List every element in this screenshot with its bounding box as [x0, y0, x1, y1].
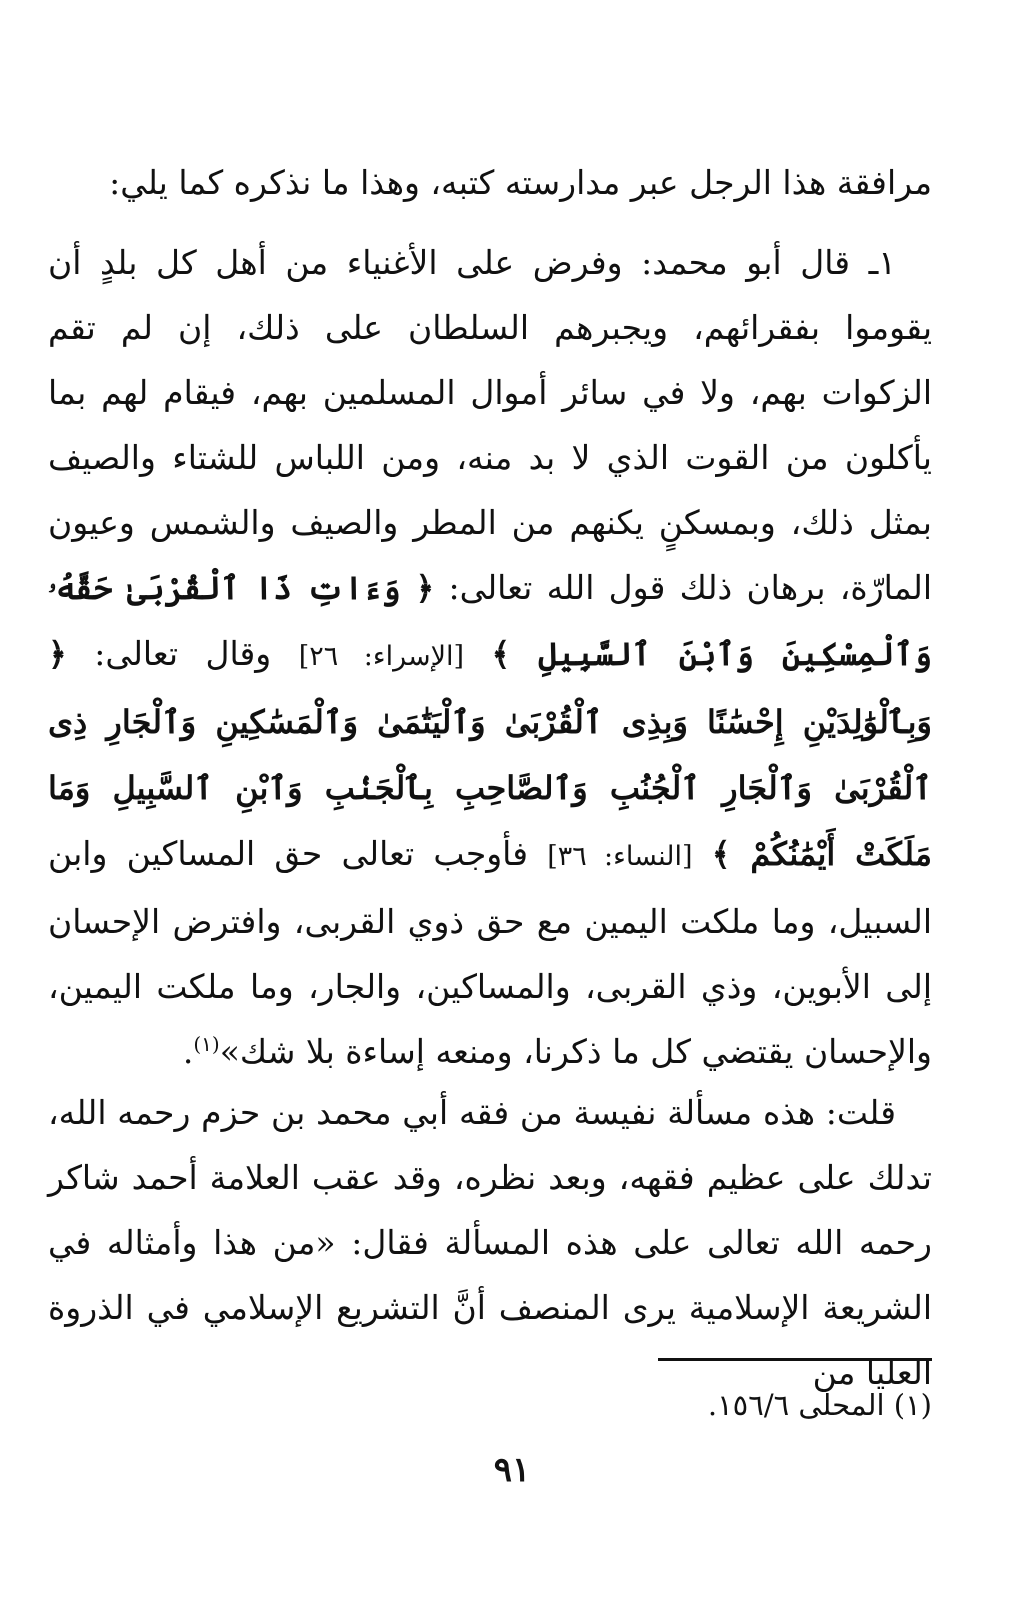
- quoted-passage: [48, 230, 932, 1084]
- footnote-marker: (١): [193, 1032, 220, 1056]
- passage-connector: وقال تعالى:: [94, 634, 272, 673]
- commentary-block: [48, 1080, 932, 1405]
- passage-lead: ١ـ قال أبو محمد: وفرض على الأغنياء من أهل كل بلدٍ أن يقوموا بفقرائهم، ويجبرهم السلطان على ذلك، إن لم تقم الزكوات بهم، ولا في سائر أموال المسلمين بهم، فيقام لهم بما يأكلون من القوت الذي لا بد منه، ومن اللباس للشتاء والصيف بمثل ذلك، وبمسكنٍ يكنهم من المطر والصيف والشمس وعيون المارّة، برهان ذلك قول الله تعالى:: [48, 243, 932, 607]
- footnote-divider: [658, 1358, 932, 1361]
- verse-reference-1: [الإسراء: ٢٦]: [298, 641, 465, 672]
- verse-reference-2: [النساء: ٣٦]: [547, 841, 693, 872]
- intro-text: مرافقة هذا الرجل عبر مدارسته كتبه، وهذا ما نذكره كما يلي:: [109, 163, 932, 202]
- commentary-paragraph: قلت: هذه مسألة نفيسة من فقه أبي محمد بن حزم رحمه الله، تدلك على عظيم فقهه، وبعد نظره، وقد عقب العلامة أحمد شاكر رحمه الله تعالى على هذه المسألة فقال: «من هذا وأمثاله في الشريعة الإسلامية يرى المنصف أنَّ التشريع الإسلامي في الذروة العليا من: [48, 1093, 932, 1392]
- end-punctuation: .: [182, 1032, 194, 1071]
- passage-conclusion: فأوجب تعالى حق المساكين وابن السبيل، وما ملكت اليمين مع حق ذوي القربى، وافترض الإحسان إلى الأبوين، وذي القربى، والمساكين، والجار، وما ملكت اليمين، والإحسان يقتضي كل ما ذكرنا، ومنعه إساءة بلا شك»: [48, 834, 932, 1071]
- footnote-number: (١): [893, 1388, 932, 1422]
- passage-paragraph: [48, 230, 932, 1084]
- quran-verse-1: ﴿ وَءَاتِ ذَا ٱلْقُرْبَىٰ حَقَّهُۥ وَٱلْمِسْكِينَ وَٱبْنَ ٱلسَّبِيلِ ﴾: [48, 569, 933, 673]
- footnote-text: المحلى ١٥٦/٦.: [707, 1388, 885, 1422]
- quran-verse-2: ﴿ وَبِٱلْوَٰلِدَيْنِ إِحْسَٰنًا وَبِذِى ٱلْقُرْبَىٰ وَٱلْيَتَٰمَىٰ وَٱلْمَسَٰكِينِ وَٱلْجَارِ ذِى ٱلْقُرْبَىٰ وَٱلْجَارِ ٱلْجُنُبِ وَٱلصَّاحِبِ بِٱلْجَنۢبِ وَٱبْنِ ٱلسَّبِيلِ وَمَا مَلَكَتْ أَيْمَٰنُكُمْ ﴾: [48, 635, 933, 873]
- footnote: [48, 1380, 932, 1430]
- page-number: ٩١: [493, 1450, 531, 1490]
- intro-line: [48, 150, 932, 215]
